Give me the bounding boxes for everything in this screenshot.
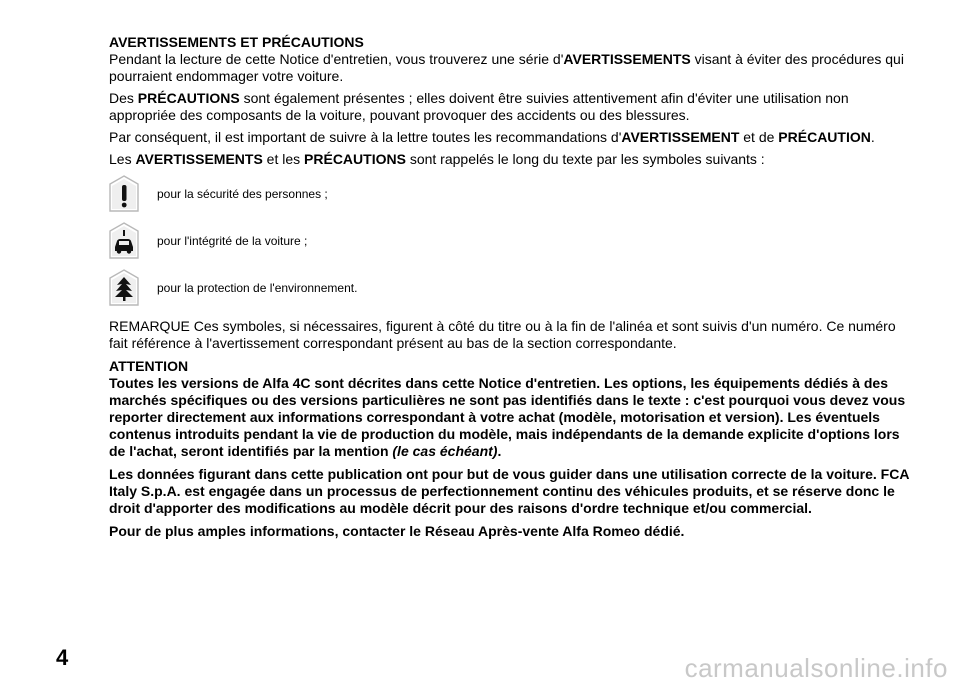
attention-heading: ATTENTION xyxy=(109,358,189,374)
symbol-list xyxy=(109,173,909,308)
symbols-intro-text-bold-2: PRÉCAUTIONS xyxy=(304,151,406,167)
intro-text-a: Pendant la lecture de cette Notice d'entretien, vous trouverez une série d' xyxy=(109,51,564,67)
intro-paragraph xyxy=(109,51,909,85)
precautions-text-a: Des xyxy=(109,90,138,106)
attention-paragraph-contact: Pour de plus amples informations, contacter le Réseau Après-vente Alfa Romeo dédié. xyxy=(109,523,685,539)
consequence-paragraph xyxy=(109,129,909,146)
intro-text-bold: AVERTISSEMENTS xyxy=(563,51,691,67)
consequence-text-a: Par conséquent, il est important de suivre à la lettre toutes les recommandations d' xyxy=(109,129,622,145)
watermark-text: carmanualsonline.info xyxy=(684,653,948,683)
symbols-intro-text-e: sont rappelés le long du texte par les symboles suivants : xyxy=(405,151,765,167)
consequence-text-c: et de xyxy=(739,129,779,145)
symbol-label-environment: pour la protection de l'environnement. xyxy=(157,280,358,295)
remark-paragraph: REMARQUE Ces symboles, si nécessaires, figurent à côté du titre ou à la fin de l'alinéa et sont suivis d'un numéro. Ce numéro fait référence à l'avertissement correspondant présent au bas de la section correspondante. xyxy=(109,318,896,351)
attention-versions-end: . xyxy=(497,443,502,459)
attention-paragraph-versions xyxy=(109,375,909,460)
symbols-intro-text-a: Les xyxy=(109,151,136,167)
symbol-row-safety xyxy=(109,173,909,214)
precautions-text-bold: PRÉCAUTIONS xyxy=(137,90,240,106)
section-heading: AVERTISSEMENTS ET PRÉCAUTIONS xyxy=(109,34,364,50)
exclamation-warning-icon xyxy=(109,175,139,212)
attention-paragraph-data: Les données figurant dans cette publication ont pour but de vous guider dans une utilisation correcte de la voiture. FCA Italy S.p.A. est engagée dans un processus de perfectionnement continu des véhicules produits, et se réserve donc le droit d'apporter des modifications au modèle décrit pour des raisons d'ordre technique et/ou commercial. xyxy=(109,466,909,516)
symbols-intro-paragraph xyxy=(109,151,909,168)
consequence-text-bold-2: PRÉCAUTION xyxy=(778,129,871,145)
precautions-paragraph xyxy=(109,90,909,124)
symbol-row-car xyxy=(109,220,909,261)
page-number: 4 xyxy=(56,645,69,670)
car-warning-icon xyxy=(109,222,139,259)
symbol-label-car: pour l'intégrité de la voiture ; xyxy=(157,233,308,248)
manual-page-content xyxy=(109,34,909,546)
symbols-intro-text-c: et les xyxy=(262,151,305,167)
tree-warning-icon xyxy=(109,269,139,306)
attention-versions-text: Toutes les versions de Alfa 4C sont décrites dans cette Notice d'entretien. Les options, les équipements dédiés à des marchés spécifiques ou des versions particulières ne sont pas identifiés dans le texte : c'est pourquoi vous devez vous reporter directement aux informations correspondant à votre achat (modèle, motorisation et version). Les éventuels contenus introduits pendant la vie de production du modèle, mais indépendants de la demande explicite d'options lors de l'achat, seront identifiés par la mention xyxy=(109,375,906,459)
symbols-intro-text-bold-1: AVERTISSEMENTS xyxy=(135,151,263,167)
attention-versions-italic: (le cas échéant) xyxy=(392,443,498,459)
symbol-row-environment xyxy=(109,267,909,308)
consequence-text-bold-1: AVERTISSEMENT xyxy=(621,129,740,145)
precautions-text-c: sont également présentes ; elles doivent être suivies attentivement afin d'éviter une utilisation non appropriée des composants de la voiture, pouvant provoquer des accidents ou des blessures. xyxy=(109,90,849,123)
intro-text-c: visant à éviter des procédures qui pourraient endommager votre voiture. xyxy=(109,51,904,84)
symbol-label-safety: pour la sécurité des personnes ; xyxy=(157,186,328,201)
consequence-text-e: . xyxy=(870,129,875,145)
